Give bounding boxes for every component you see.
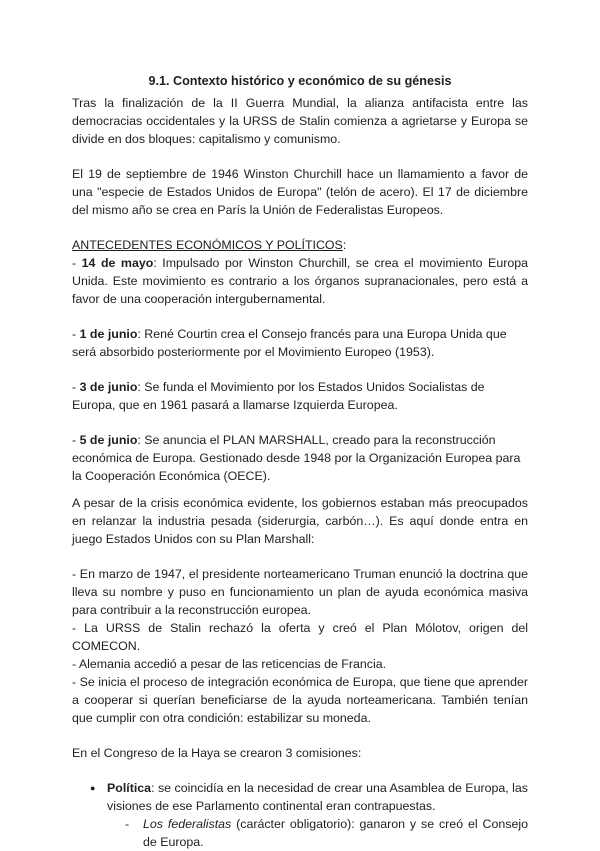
subitem-name: Los federalistas [143, 817, 232, 831]
antecedente-item: - 14 de mayo: Impulsado por Winston Churchill, se crea el movimiento Europa Unida. Este movimiento es contrario a los órganos supranacionales, pero está a favor de una cooperación intergubernamental. [72, 256, 529, 306]
comision-subitem: - Los federalistas (carácter obligatorio): ganaron y se creó el Consejo de Europa. [143, 815, 528, 851]
intro-paragraph-2: El 19 de septiembre de 1946 Winston Churchill hace un llamamiento a favor de una "especie de Estados Unidos de Europa" (telón de acero). El 17 de diciembre del mismo año se crea en París la Unión de Federalistas Europeos. [72, 167, 528, 217]
antecedentes-heading-text: ANTECEDENTES ECONÓMICOS Y POLÍTICOS [72, 238, 343, 252]
marshall-point: - Se inicia el proceso de integración económica de Europa, que tiene que aprender a cooperar si querían beneficiarse de la ayuda norteamericana. También tenían que cumplir con otra condición: estabilizar su moneda. [72, 675, 528, 725]
marshall-point: - Alemania accedió a pesar de las reticencias de Francia. [72, 657, 387, 671]
comision-name: Política [107, 781, 152, 795]
section-title: 9.1. Contexto histórico y económico de su génesis [148, 74, 452, 88]
intro-paragraph-1: Tras la finalización de la II Guerra Mundial, la alianza antifacista entre las democracias occidentales y la URSS de Stalin comienza a agrietarse y Europa se divide en dos bloques: capitalismo y comunismo. [72, 96, 528, 146]
antecedente-date: 3 de junio [79, 380, 138, 394]
comision-sublist [107, 815, 528, 851]
antecedente-date: 14 de mayo [81, 256, 154, 270]
marshall-point: - En marzo de 1947, el presidente norteamericano Truman enunció la doctrina que lleva su nombre y puso en funcionamiento un plan de ayuda económica masiva para contribuir a la reconstrucción europea. [72, 567, 528, 617]
antecedente-item: - 1 de junio: René Courtin crea el Consejo francés para una Europa Unida que será absorbido posteriormente por el Movimiento Europeo (1953). [72, 327, 507, 359]
crisis-paragraph: A pesar de la crisis económica evidente, los gobiernos estaban más preocupados en relanzar la industria pesada (siderurgia, carbón…). Es aquí donde entra en juego Estados Unidos con su Plan Marshall: [72, 496, 528, 546]
comisiones-list [72, 779, 528, 851]
congreso-paragraph: En el Congreso de la Haya se crearon 3 comisiones: [72, 746, 362, 760]
antecedente-item: - 3 de junio: Se funda el Movimiento por los Estados Unidos Socialistas de Europa, que en 1961 pasará a llamarse Izquierda Europea. [72, 380, 485, 412]
marshall-point: - La URSS de Stalin rechazó la oferta y creó el Plan Mólotov, origen del COMECON. [72, 621, 528, 653]
antecedente-date: 5 de junio [79, 433, 138, 447]
antecedente-item: - 5 de junio: Se anuncia el PLAN MARSHALL, creado para la reconstrucción económica de Europa. Gestionado desde 1948 por la Organización Europea para la Cooperación Económica (OECE). [72, 433, 521, 483]
comision-item: ● Política: se coincidía en la necesidad de crear una Asamblea de Europa, las visiones de ese Parlamento continental eran contrapuestas. - Los federalistas (carácter obligatorio): ganaron y se creó el Consejo de Europa. [107, 779, 528, 851]
antecedentes-heading: ANTECEDENTES ECONÓMICOS Y POLÍTICOS: [72, 238, 347, 252]
antecedente-date: 1 de junio [79, 327, 138, 341]
